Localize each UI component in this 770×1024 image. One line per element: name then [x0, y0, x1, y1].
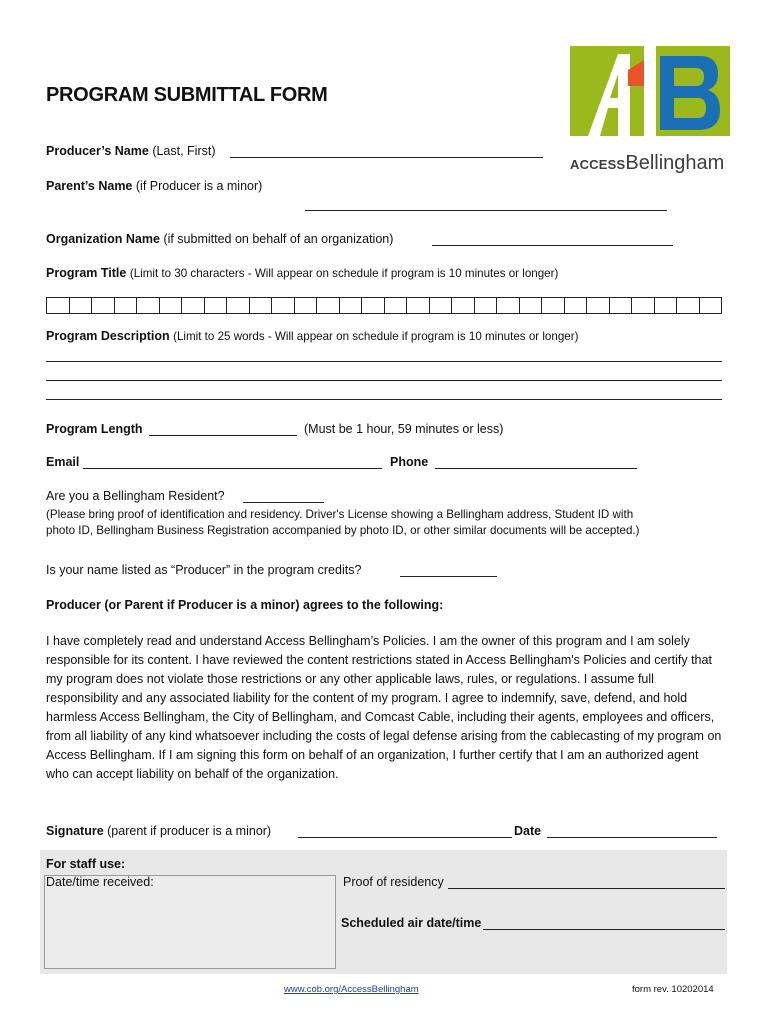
parent-name-row	[46, 179, 262, 193]
resident-note-line-1: (Please bring proof of identification and residency. Driver's License showing a Bellingham address, Student ID with	[46, 508, 634, 521]
agreement-heading: Producer (or Parent if Producer is a minor) agrees to the following:	[46, 598, 444, 612]
title-char-box[interactable]	[250, 298, 273, 313]
title-char-box[interactable]	[587, 298, 610, 313]
signature-label: Signature	[46, 824, 104, 838]
title-char-box[interactable]	[385, 298, 408, 313]
producer-credit-question: Is your name listed as “Producer” in the program credits?	[46, 563, 362, 577]
title-char-box[interactable]	[182, 298, 205, 313]
producer-name-label: Producer’s Name	[46, 144, 149, 158]
scheduled-air-date-field[interactable]	[483, 929, 725, 930]
date-field[interactable]	[547, 837, 717, 838]
producer-name-field[interactable]	[230, 157, 543, 158]
title-char-box[interactable]	[475, 298, 498, 313]
organization-row	[46, 232, 393, 246]
footer-website-link[interactable]: www.cob.org/AccessBellingham	[284, 984, 419, 995]
title-char-box[interactable]	[47, 298, 70, 313]
organization-hint: (if submitted on behalf of an organization)	[163, 232, 394, 246]
title-char-box[interactable]	[632, 298, 655, 313]
program-desc-row	[46, 329, 578, 343]
producer-name-row	[46, 144, 216, 158]
email-label: Email	[46, 455, 80, 469]
title-char-box[interactable]	[497, 298, 520, 313]
date-time-received-box[interactable]	[44, 875, 336, 969]
title-char-box[interactable]	[227, 298, 250, 313]
resident-note-line-2: photo ID, Bellingham Business Registration accompanied by photo ID, or other similar documents will be accepted.)	[46, 524, 640, 537]
title-char-box[interactable]	[272, 298, 295, 313]
program-title-char-boxes[interactable]	[46, 297, 722, 314]
title-char-box[interactable]	[565, 298, 588, 313]
title-char-box[interactable]	[520, 298, 543, 313]
parent-name-label: Parent’s Name	[46, 179, 133, 193]
title-char-box[interactable]	[700, 298, 722, 313]
title-char-box[interactable]	[137, 298, 160, 313]
parent-name-field[interactable]	[305, 210, 667, 211]
parent-name-hint: (if Producer is a minor)	[135, 179, 263, 193]
title-char-box[interactable]	[362, 298, 385, 313]
producer-name-hint: (Last, First)	[152, 144, 216, 158]
program-title-hint: (Limit to 30 characters - Will appear on schedule if program is 10 minutes or longer)	[129, 267, 559, 280]
brand-wordmark: ACCESSBellingham	[570, 152, 725, 174]
proof-of-residency-field[interactable]	[448, 888, 725, 889]
program-desc-hint: (Limit to 25 words - Will appear on schedule if program is 10 minutes or longer)	[173, 330, 579, 343]
title-char-box[interactable]	[205, 298, 228, 313]
title-char-box[interactable]	[452, 298, 475, 313]
agreement-text: I have completely read and understand Access Bellingham’s Policies. I am the owner of this program and I am solely responsible for its content. I have reviewed the content restrictions stated in Access Bellingham's Policies and certify that my program does not violate those restrictions or any other applicable laws, rules, or regulations. I assume full responsibility and any associated liability for the content of my program. I agree to indemnify, save, defend, and hold harmless Access Bellingham, the City of Bellingham, and Comcast Cable, including their agents, employees and officers, from all liability of any kind whatsoever including the costs of legal defense arising from the cablecasting of my program on Access Bellingham. If I am signing this form on behalf of an organization, I further certify that I am an authorized agent who can accept liability on behalf of the organization.	[46, 634, 722, 781]
date-time-received-label: Date/time received:	[46, 875, 154, 889]
title-char-box[interactable]	[677, 298, 700, 313]
resident-answer-field[interactable]	[243, 502, 324, 503]
producer-credit-answer-field[interactable]	[400, 576, 497, 577]
title-char-box[interactable]	[340, 298, 363, 313]
page-title: PROGRAM SUBMITTAL FORM	[46, 84, 328, 106]
signature-hint: (parent if producer is a minor)	[107, 824, 272, 838]
title-char-box[interactable]	[407, 298, 430, 313]
form-revision: form rev. 10202014	[632, 984, 714, 995]
title-char-box[interactable]	[160, 298, 183, 313]
title-char-box[interactable]	[430, 298, 453, 313]
program-length-hint: (Must be 1 hour, 59 minutes or less)	[304, 422, 504, 436]
organization-field[interactable]	[432, 245, 673, 246]
program-length-label: Program Length	[46, 422, 143, 436]
title-char-box[interactable]	[70, 298, 93, 313]
email-field[interactable]	[83, 468, 382, 469]
proof-of-residency-label: Proof of residency	[343, 875, 444, 889]
title-char-box[interactable]	[655, 298, 678, 313]
signature-row	[46, 824, 271, 838]
phone-field[interactable]	[435, 468, 637, 469]
title-char-box[interactable]	[317, 298, 340, 313]
title-char-box[interactable]	[115, 298, 138, 313]
program-desc-line-1[interactable]	[46, 361, 722, 362]
program-desc-line-3[interactable]	[46, 399, 722, 400]
program-desc-line-2[interactable]	[46, 380, 722, 381]
title-char-box[interactable]	[542, 298, 565, 313]
organization-label: Organization Name	[46, 232, 160, 246]
phone-label: Phone	[390, 455, 429, 469]
resident-question: Are you a Bellingham Resident?	[46, 489, 225, 503]
staff-use-heading: For staff use:	[46, 857, 126, 871]
program-title-row	[46, 266, 558, 280]
program-desc-label: Program Description	[46, 329, 170, 343]
title-char-box[interactable]	[92, 298, 115, 313]
signature-field[interactable]	[298, 837, 512, 838]
date-label: Date	[514, 824, 542, 838]
scheduled-air-date-label: Scheduled air date/time	[341, 916, 482, 930]
program-length-field[interactable]	[149, 435, 297, 436]
program-title-label: Program Title	[46, 266, 127, 280]
title-char-box[interactable]	[295, 298, 318, 313]
title-char-box[interactable]	[610, 298, 633, 313]
